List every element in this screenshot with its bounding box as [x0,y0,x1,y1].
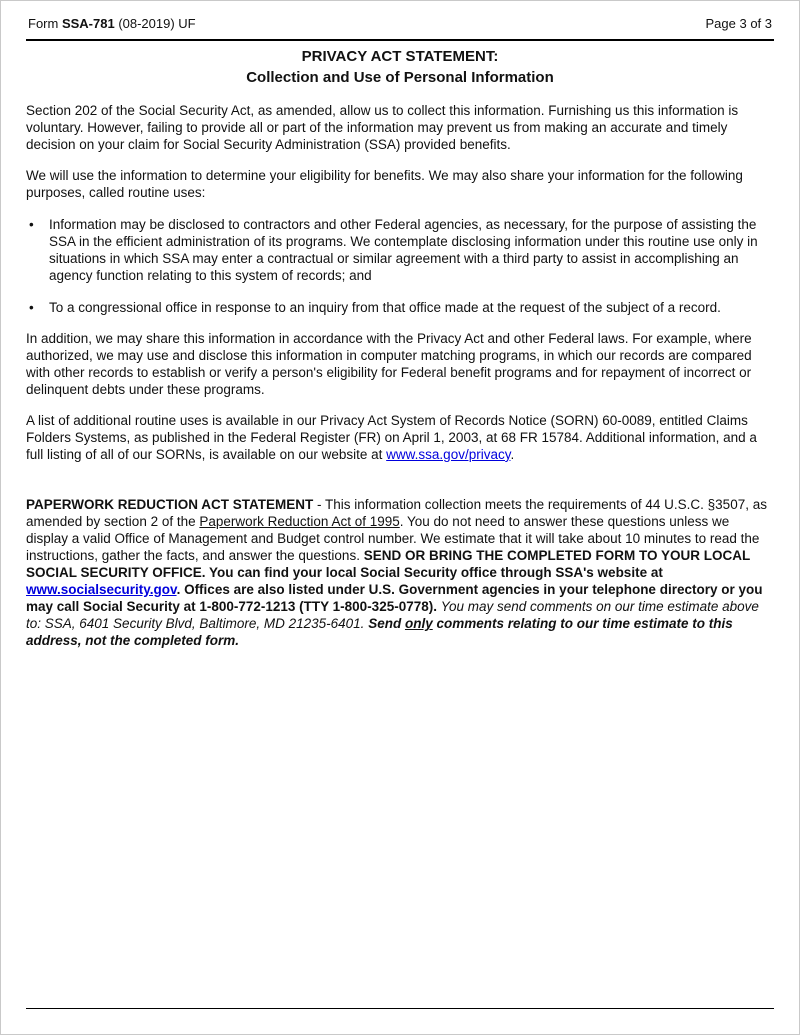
title-block [26,47,774,88]
list-item-text: Information may be disclosed to contractors and other Federal agencies, as necessary, for the purpose of assisting the SSA in the efficient administration of its programs. We contemplate disclosing information under this routine use only in situations in which SSA may enter a contractual or similar agreement with a third party to assist in accomplishing an agency function relating to this system of records; and [49,216,758,283]
social-security-website-link[interactable]: www.socialsecurity.gov [26,581,177,597]
form-identifier [28,16,196,32]
routine-uses-list [26,216,774,316]
page-number: Page 3 of 3 [705,16,772,31]
pra-heading: PAPERWORK REDUCTION ACT STATEMENT [26,496,314,512]
document-header [26,14,774,32]
sorn-text-end: . [510,446,515,462]
pra-final-note: Send [368,615,405,631]
pra-act-reference: Paperwork Reduction Act of 1995 [199,513,400,529]
list-item [26,216,774,284]
list-item [26,299,774,316]
pra-comments-address: You may send comments on our time estimate above to: SSA, 6401 Security Blvd, Baltimore, MD 21235-6401. [26,598,759,631]
page-title: PRIVACY ACT STATEMENT: [301,48,499,66]
paperwork-reduction-statement [26,496,774,649]
pra-only-emphasis: only [404,615,433,631]
footer-divider [26,1008,774,1009]
form-prefix: Form [28,16,62,31]
privacy-paragraph-1: Section 202 of the Social Security Act, as amended, allow us to collect this information. Furnishing us this information is voluntary. However, failing to provide all or part of the information may prevent us from making an accurate and timely decision on your claim for Social Security Administration (SSA) provided benefits. [26,102,739,152]
page-subtitle: Collection and Use of Personal Information [246,68,554,86]
bullet-icon: • [29,299,34,315]
header-divider [26,39,774,41]
privacy-paragraph-2: We will use the information to determine your eligibility for benefits. We may also share your information for the following purposes, called routine uses: [26,167,743,200]
ssa-privacy-link[interactable]: www.ssa.gov/privacy [386,446,511,462]
form-number: SSA-781 [61,16,115,31]
privacy-paragraph-3: In addition, we may share this information in accordance with the Privacy Act and other Federal laws. For example, where authorized, we may use and disclose this information in computer matching programs, in which our records are compared with other records to establish or verify a person's eligibility for Federal benefit programs and for repayment of incorrect or delinquent debts under these programs. [26,330,752,397]
sorn-text: A list of additional routine uses is available in our Privacy Act System of Records Notice (SORN) 60-0089, entitled Claims Folders Systems, as published in the Federal Register (FR) on April 1, 2003, at 68 FR 15784. Additional information, and a full listing of all of our SORNs, is available on our website at [26,412,757,462]
privacy-paragraph-4 [26,412,774,463]
pra-bold-instruction: SEND OR BRING THE COMPLETED FORM TO YOUR LOCAL SOCIAL SECURITY OFFICE. You can find your local Social Security office through SSA's website at [26,547,750,580]
pra-text: . You do not need to answer these questions unless we display a valid Office of Management and Budget control number. We estimate that it will take about 10 minutes to read the instructions, gather the facts, and answer the questions. [26,513,760,563]
pra-bold-instruction: . Offices are also listed under U.S. Government agencies in your telephone directory or you may call Social Security at 1-800-772-1213 (TTY 1-800-325-0778). [26,581,763,614]
list-item-text: To a congressional office in response to an inquiry from that office made at the request of the subject of a record. [49,299,721,315]
form-revision: (08-2019) UF [114,16,196,31]
pra-text: - This information collection meets the requirements of 44 U.S.C. §3507, as amended by section 2 of the [26,496,767,529]
pra-final-note: comments relating to our time estimate to this address, not the completed form. [26,615,733,648]
bullet-icon: • [29,216,34,232]
